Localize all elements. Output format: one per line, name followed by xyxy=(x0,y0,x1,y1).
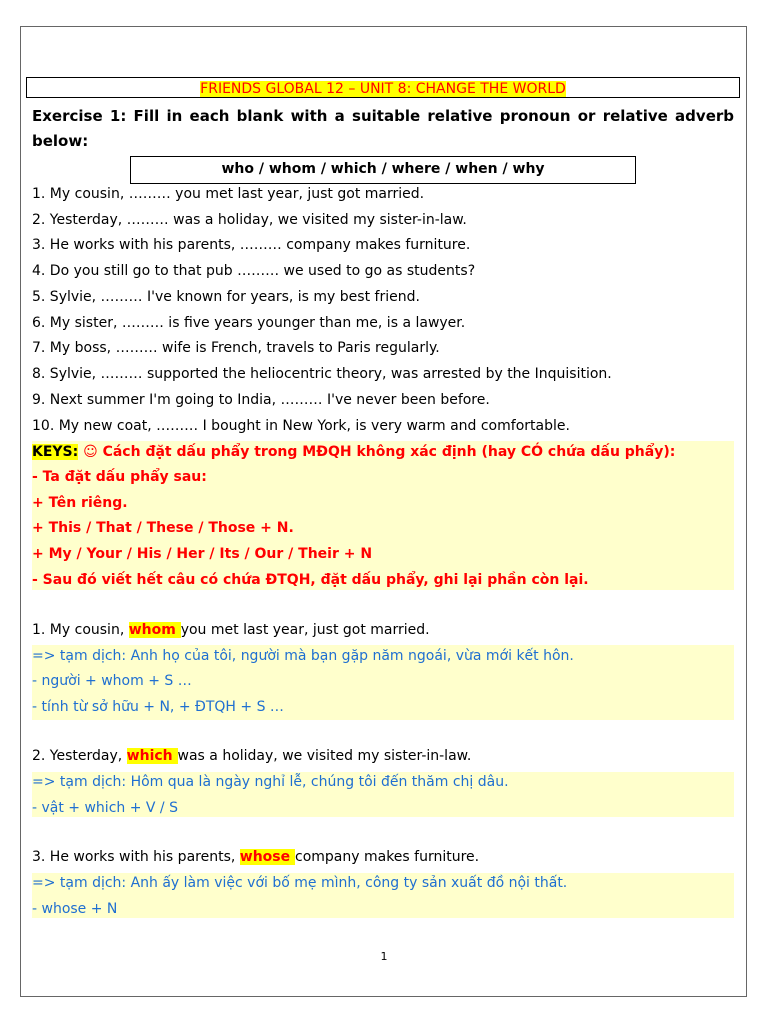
answer-highlight: which xyxy=(126,748,178,764)
question-item: 8. Sylvie, ……… supported the heliocentric theory, was arrested by the Inquisition. xyxy=(32,366,612,382)
answer-highlight: whose xyxy=(239,849,295,865)
question-item: 6. My sister, ……… is five years younger than me, is a lawyer. xyxy=(32,315,466,331)
question-item: 3. He works with his parents, ……… company makes furniture. xyxy=(32,237,471,253)
title-box xyxy=(26,77,740,98)
question-item: 5. Sylvie, ……… I've known for years, is my best friend. xyxy=(32,289,420,305)
keys-heading xyxy=(32,442,675,462)
question-item: 9. Next summer I'm going to India, ……… I've never been before. xyxy=(32,392,490,408)
answer-note: => tạm dịch: Anh họ của tôi, người mà bạn gặp năm ngoái, vừa mới kết hôn. xyxy=(32,648,574,664)
keys-intro: ☺ Cách đặt dấu phẩy trong MĐQH không xác định (hay CÓ chứa dấu phẩy): xyxy=(78,444,676,460)
keys-rule: + This / That / These / Those + N. xyxy=(32,520,294,536)
question-item: 2. Yesterday, ……… was a holiday, we visited my sister-in-law. xyxy=(32,212,467,228)
answer-before: 1. My cousin, xyxy=(32,622,129,638)
question-item: 1. My cousin, ……… you met last year, just got married. xyxy=(32,186,425,202)
answer-after: was a holiday, we visited my sister-in-law. xyxy=(177,748,472,764)
answer-note: - người + whom + S … xyxy=(32,673,192,689)
answer-before: 3. He works with his parents, xyxy=(32,849,240,865)
question-item: 10. My new coat, ……… I bought in New York, is very warm and comfortable. xyxy=(32,418,570,434)
answer-note: - whose + N xyxy=(32,901,118,917)
answer-note: - vật + which + V / S xyxy=(32,800,178,816)
answer-sentence xyxy=(32,620,430,640)
keys-label: KEYS: xyxy=(32,444,79,460)
question-item: 4. Do you still go to that pub ……… we used to go as students? xyxy=(32,263,476,279)
page-title: FRIENDS GLOBAL 12 – UNIT 8: CHANGE THE WORLD xyxy=(200,81,566,97)
answer-highlight: whom xyxy=(128,622,181,638)
question-item: 7. My boss, ……… wife is French, travels to Paris regularly. xyxy=(32,340,440,356)
answer-sentence xyxy=(32,847,479,867)
options-box: who / whom / which / where / when / why xyxy=(130,156,636,184)
answer-note: => tạm dịch: Hôm qua là ngày nghỉ lễ, chúng tôi đến thăm chị dâu. xyxy=(32,774,509,790)
answer-note: => tạm dịch: Anh ấy làm việc với bố mẹ mình, công ty sản xuất đồ nội thất. xyxy=(32,875,568,891)
keys-rule: - Ta đặt dấu phẩy sau: xyxy=(32,469,207,485)
answer-before: 2. Yesterday, xyxy=(32,748,127,764)
page-number: 1 xyxy=(380,950,388,963)
keys-rule: + My / Your / His / Her / Its / Our / Their + N xyxy=(32,546,373,562)
keys-shade xyxy=(32,441,734,590)
answer-note: - tính từ sở hữu + N, + ĐTQH + S … xyxy=(32,699,284,715)
answer-after: company makes furniture. xyxy=(295,849,480,865)
answer-sentence xyxy=(32,746,471,766)
keys-rule: + Tên riêng. xyxy=(32,495,128,511)
answer-after: you met last year, just got married. xyxy=(180,622,430,638)
exercise-heading: Exercise 1: Fill in each blank with a suitable relative pronoun or relative adverb below: xyxy=(32,107,734,150)
keys-rule: - Sau đó viết hết câu có chứa ĐTQH, đặt dấu phẩy, ghi lại phần còn lại. xyxy=(32,572,589,588)
